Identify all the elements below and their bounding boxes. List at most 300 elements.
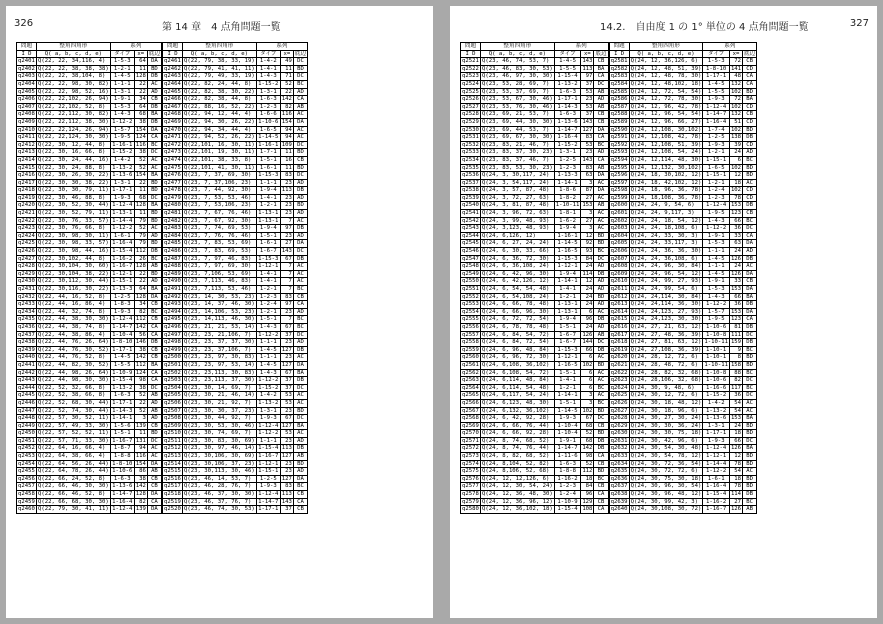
row-quadrilateral: Q(22, 22, 38, 38, 38) (38, 65, 109, 72)
table-row (17, 210, 162, 218)
row-base: CB (594, 460, 608, 468)
row-id: q2498 (164, 339, 181, 346)
row-x: 6 (729, 156, 742, 164)
table-row (461, 103, 609, 111)
row-id: q2596 (610, 172, 628, 179)
row-type: 1-12-2 (258, 430, 279, 437)
row-base: BD (594, 293, 608, 301)
row-type: 1-9-1 (554, 437, 581, 445)
row-base: AC (743, 407, 757, 415)
table-row (17, 407, 162, 415)
row-type: 1-14-7 (554, 126, 581, 134)
row-x: 143 (582, 156, 593, 163)
row-type: 1-12-4 (112, 506, 133, 513)
row-type: 1-12-1 (112, 270, 133, 277)
row-quadrilateral: Q(22, 30, 16, 66, 8) (37, 149, 111, 157)
row-base: AD (594, 286, 608, 294)
row-type: 1-10-8 (703, 331, 730, 339)
row-x: 24 (729, 149, 742, 157)
row-type: 1-4-1 (256, 278, 280, 286)
row-type: 1-13-6 (554, 118, 581, 126)
table-row (461, 134, 609, 142)
row-id: q2577 (462, 483, 479, 490)
row-base: DB (743, 134, 757, 142)
row-x: 141 (730, 65, 742, 72)
row-id: q2600 (610, 202, 628, 209)
row-quadrilateral: Q(24, 30, 18, 96, 6) (629, 407, 703, 415)
row-id: q2566 (462, 399, 479, 406)
row-base: BC (743, 217, 757, 225)
row-id: q2529 (462, 118, 479, 125)
problem-table (609, 42, 758, 514)
row-id: q2574 (462, 460, 479, 467)
row-type: 1-16-1 (112, 141, 133, 148)
row-x: 113 (281, 187, 292, 194)
row-type: 1-4-5 (256, 346, 280, 354)
row-quadrilateral: Q(24, 18,108, 36, 78) (630, 194, 702, 201)
table-row (461, 179, 609, 187)
header-base: 底辺 (148, 50, 161, 57)
row-x: 138 (730, 134, 742, 141)
table-row (163, 308, 308, 316)
row-id: q2623 (610, 377, 628, 384)
row-base: AD (293, 308, 307, 316)
row-id: q2554 (462, 308, 479, 315)
row-quadrilateral: Q(23, 7, 74, 69, 53) (183, 225, 257, 233)
row-x: 83 (280, 172, 293, 180)
row-x: 23 (280, 202, 293, 210)
table-row (461, 225, 609, 233)
row-quadrilateral: Q(23, 46, 74, 30, 53) (184, 506, 255, 513)
row-x: 67 (280, 415, 293, 423)
row-id: q2483 (164, 225, 181, 232)
table-row (609, 293, 757, 301)
row-type: 1-12-2 (703, 225, 730, 233)
row-quadrilateral: Q(22, 57, 52, 52, 11) (38, 430, 109, 437)
row-id: q2497 (164, 331, 181, 338)
row-type: 1-3-1 (110, 88, 134, 96)
table-row (163, 407, 308, 415)
table-row (163, 460, 308, 468)
row-x: 22 (134, 88, 147, 96)
row-id: q2552 (462, 293, 479, 300)
row-quadrilateral: Q(22, 82, 24, 44, 8) (183, 80, 257, 88)
row-x: 23 (280, 232, 293, 240)
row-id: q2603 (610, 225, 628, 232)
row-id: q2610 (610, 278, 628, 285)
row-type: 1-12-4 (258, 422, 279, 429)
row-quadrilateral: Q(22, 22, 98, 52, 16) (38, 88, 109, 95)
table-row (17, 506, 162, 514)
row-type: 1-13-3 (112, 286, 133, 292)
row-type: 1-12-1 (258, 460, 279, 467)
row-x: 97 (280, 225, 293, 233)
header-quadrilateral: 整角四角形 (183, 43, 257, 51)
row-quadrilateral: Q(24, 12, 36,102, 18) (482, 506, 553, 513)
row-base: BD (743, 88, 757, 96)
row-x: 36 (729, 225, 742, 233)
row-type: 1-2-1 (703, 179, 730, 187)
row-type: 1-10-6 (258, 118, 279, 125)
row-x: 153 (582, 202, 593, 209)
table-row (461, 141, 609, 149)
header-quadrilateral: 整角四角形 (629, 43, 703, 51)
row-base: CB (147, 483, 161, 491)
row-base: CA (293, 96, 307, 104)
row-type: 1-5-1 (110, 430, 134, 438)
row-id: q2632 (610, 445, 628, 452)
row-x: 24 (581, 263, 594, 271)
row-id: q2415 (18, 164, 35, 171)
row-id: q2446 (18, 399, 35, 406)
row-quadrilateral: Q(22, 79, 30, 41, 11) (38, 506, 109, 513)
header-x: x= (729, 50, 742, 58)
table-row (461, 65, 609, 73)
row-quadrilateral: Q(22, 30, 52, 30, 44) (38, 202, 109, 209)
row-type: 1-16-6 (703, 384, 730, 392)
row-type: 1-2-3 (554, 483, 581, 491)
row-quadrilateral: Q(24, 12,108, 54, 24) (630, 149, 702, 156)
row-quadrilateral: Q(22, 94, 52, 26, 22) (184, 134, 255, 141)
row-id: q2557 (462, 331, 479, 338)
table-row (17, 80, 162, 88)
header-base: 底辺 (595, 50, 607, 57)
row-type: 1-9-3 (703, 96, 730, 104)
row-id: q2434 (18, 308, 35, 315)
table-row (17, 293, 162, 301)
row-id: q2579 (462, 498, 479, 505)
row-type: 1-2-4 (256, 301, 280, 309)
row-base: CB (293, 293, 307, 301)
row-base: DC (293, 58, 307, 66)
row-x: 3 (581, 225, 594, 233)
row-quadrilateral: Q(23, 23, 21,106, 7) (183, 331, 257, 339)
table-row (461, 422, 609, 430)
row-quadrilateral: Q(23, 30, 83, 30, 69) (184, 437, 255, 444)
row-quadrilateral: Q(24, 12, 48, 78, 30) (630, 73, 702, 80)
header-problem: 問題 (461, 43, 481, 51)
right-page (450, 6, 877, 618)
row-quadrilateral: Q(22, 66, 24, 52, 8) (37, 475, 111, 483)
row-quadrilateral: Q(23, 30, 44, 92, 7) (183, 415, 257, 423)
table-row (163, 483, 308, 491)
row-type: 1-4-3 (703, 293, 730, 301)
table-row (461, 468, 609, 476)
row-id: q2588 (610, 111, 628, 118)
table-row (461, 377, 609, 385)
table-row (17, 96, 162, 104)
table-row (461, 331, 609, 339)
row-x: 33 (729, 232, 742, 240)
row-base: AD (594, 149, 608, 157)
row-quadrilateral: Q(22, 22, 34,116, 4) (37, 58, 111, 66)
row-base: CA (594, 491, 608, 499)
row-base: AB (594, 331, 608, 339)
row-type: 1-15-2 (703, 392, 730, 400)
row-base: CB (743, 278, 757, 286)
table-row (17, 369, 162, 377)
row-quadrilateral: Q(22, 22, 38,104, 8) (37, 73, 111, 81)
table-row (461, 392, 609, 400)
row-x: 123 (730, 210, 742, 217)
row-x: 67 (280, 323, 293, 331)
row-quadrilateral: Q(22, 30, 26, 30, 22) (38, 172, 109, 179)
row-type: 1-9-5 (703, 210, 730, 218)
row-id: q2445 (18, 392, 35, 399)
row-x: 116 (135, 141, 146, 148)
row-id: q2549 (462, 270, 479, 277)
row-quadrilateral: Q(24, 6,114, 48, 84) (481, 377, 555, 385)
row-base: BD (594, 232, 608, 240)
table-row (17, 422, 162, 430)
row-base: DC (147, 149, 161, 157)
table-row (461, 308, 609, 316)
row-type: 1-9-5 (703, 316, 730, 324)
row-x: 37 (581, 80, 594, 88)
row-type: 1-17-1 (112, 346, 133, 353)
table-row (609, 384, 757, 392)
row-id: q2482 (164, 217, 181, 224)
row-base: CA (594, 73, 608, 81)
table-row (17, 354, 162, 362)
row-x: 6 (581, 369, 594, 377)
row-id: q2506 (164, 399, 181, 406)
row-x: 52 (134, 156, 147, 164)
row-x: 143 (582, 118, 593, 125)
row-quadrilateral: Q(22, 22,102, 26, 94) (38, 96, 109, 103)
row-base: CD (743, 65, 757, 73)
row-id: q2591 (610, 134, 628, 141)
row-quadrilateral: Q(24, 3, 72, 27, 63) (481, 194, 555, 202)
row-base: DA (594, 172, 608, 180)
row-x: 98 (581, 453, 594, 461)
row-base: BC (594, 475, 608, 483)
table-row (163, 399, 308, 407)
row-base: DC (147, 437, 161, 445)
row-x: 22 (134, 278, 147, 286)
row-quadrilateral: Q(24, 18, 96, 36, 78) (630, 187, 702, 194)
table-row (461, 475, 609, 483)
row-type: 1-15-1 (258, 468, 279, 475)
row-x: 83 (280, 483, 293, 491)
row-id: q2598 (610, 187, 628, 194)
row-type: 1-15-4 (554, 73, 581, 81)
row-x: 33 (729, 278, 742, 286)
row-x: 22 (134, 179, 147, 187)
row-base: AD (293, 88, 307, 96)
row-id: q2580 (462, 506, 479, 513)
row-id: q2595 (610, 164, 628, 171)
row-id: q2418 (18, 187, 35, 194)
row-id: q2436 (18, 323, 35, 330)
table-row (609, 194, 757, 202)
row-id: q2609 (610, 270, 628, 277)
row-quadrilateral: Q(23, 7, 97, 69, 30) (183, 263, 257, 271)
row-x: 52 (134, 164, 147, 172)
row-base: BD (743, 172, 757, 180)
row-id: q2477 (164, 179, 181, 186)
row-type: 1-4-3 (110, 111, 134, 119)
row-x: 153 (730, 308, 742, 315)
row-x: 36 (729, 392, 742, 400)
row-base: AB (147, 392, 161, 400)
row-type: 1-16-4 (703, 483, 730, 491)
table-row (17, 498, 162, 506)
table-row (461, 240, 609, 248)
row-base: AC (293, 270, 307, 278)
row-x: 124 (135, 134, 146, 141)
table-row (609, 453, 757, 461)
row-type: 1-16-5 (554, 248, 581, 256)
row-quadrilateral: Q(23, 30,106, 37, 23) (184, 460, 255, 467)
header-series: 系列 (554, 43, 608, 51)
row-id: q2508 (164, 415, 181, 422)
row-quadrilateral: Q(22, 44, 38, 74, 8) (37, 323, 111, 331)
row-type: 1-16-7 (258, 453, 279, 460)
row-quadrilateral: Q(22,101, 16, 30, 11) (184, 141, 255, 148)
row-x: 12 (729, 172, 742, 180)
table-row (163, 354, 308, 362)
row-quadrilateral: Q(24, 12,108, 30,102) (630, 126, 702, 133)
row-quadrilateral: Q(24, 12, 72, 54, 54) (630, 88, 702, 95)
row-id: q2556 (462, 323, 479, 330)
table-row (461, 384, 609, 392)
row-id: q2458 (18, 491, 35, 498)
row-id: q2500 (164, 354, 181, 361)
header-quadrilateral: 整角四角形 (481, 43, 555, 51)
table-row (17, 202, 162, 210)
row-base: CD (743, 194, 757, 202)
row-base: DB (594, 445, 608, 453)
row-x: 23 (280, 437, 293, 445)
row-id: q2499 (164, 346, 181, 353)
row-quadrilateral: Q(24, 6, 84, 72, 54) (481, 339, 555, 347)
row-x: 143 (281, 248, 292, 255)
row-type: 1-8-10 (112, 460, 133, 467)
row-base: CA (594, 156, 608, 164)
row-base: DC (293, 141, 307, 149)
row-quadrilateral: Q(22, 44, 82, 30, 52) (38, 361, 109, 368)
table-row (461, 172, 609, 180)
row-type: 1-12-2 (703, 468, 730, 476)
table-row (163, 118, 308, 126)
row-base: CB (147, 301, 161, 309)
row-type: 1-15-4 (258, 445, 279, 452)
row-type: 1-9-3 (256, 415, 280, 423)
row-base: BD (743, 460, 757, 468)
row-base: BC (743, 156, 757, 164)
row-x: 53 (280, 430, 293, 438)
row-quadrilateral: Q(23, 14, 30, 53, 23) (184, 293, 255, 300)
row-id: q2449 (18, 422, 35, 429)
table-row (461, 407, 609, 415)
row-quadrilateral: Q(22, 44, 16, 52, 8) (37, 293, 111, 301)
row-id: q2542 (462, 217, 479, 224)
table-row (609, 331, 757, 339)
row-x: 68 (581, 422, 594, 430)
row-type: 1-5-1 (554, 399, 581, 407)
row-type: 1-4-1 (256, 65, 280, 73)
row-x: 127 (281, 361, 292, 368)
row-id: q2471 (164, 134, 181, 141)
table-row (461, 217, 609, 225)
table-row (461, 460, 609, 468)
row-x: 23 (280, 354, 293, 362)
row-quadrilateral: Q(22, 64, 16, 66, 4) (37, 445, 111, 453)
row-quadrilateral: Q(23, 23, 97, 53, 14) (184, 361, 255, 368)
row-type: 1-3-1 (110, 179, 134, 187)
row-x: 159 (730, 339, 742, 346)
row-id: q2562 (462, 369, 479, 376)
row-quadrilateral: Q(24, 3, 96, 72, 63) (481, 210, 555, 218)
row-base: CB (293, 506, 307, 514)
row-base: AC (147, 225, 161, 233)
row-quadrilateral: Q(24, 6, 36, 72, 30) (481, 255, 555, 263)
row-quadrilateral: Q(23, 14,106, 53, 23) (184, 308, 255, 315)
row-base: DC (293, 73, 307, 81)
row-quadrilateral: Q(24, 12,132, 30,102) (630, 164, 702, 171)
row-id: q2424 (18, 232, 35, 239)
row-x: 87 (581, 187, 594, 195)
row-type: 1-9-3 (110, 194, 134, 202)
row-id: q2504 (164, 384, 181, 391)
row-type: 1-14-3 (112, 407, 133, 414)
row-x: 23 (280, 460, 293, 468)
row-type: 1-15-3 (258, 172, 279, 179)
row-quadrilateral: Q(24, 3, 81, 87, 48) (481, 202, 555, 210)
row-id: q2637 (610, 483, 628, 490)
row-id: q2563 (462, 377, 479, 384)
table-row (163, 88, 308, 96)
row-base: CA (743, 73, 757, 81)
row-base: AD (594, 96, 608, 104)
row-x: 48 (729, 73, 742, 81)
row-quadrilateral: Q(23, 53, 76, 30, 46) (482, 103, 553, 110)
row-quadrilateral: Q(22, 22,112, 30, 82) (38, 111, 109, 118)
row-quadrilateral: Q(24, 6, 78, 78, 48) (481, 323, 555, 331)
row-id: q2455 (18, 468, 35, 475)
row-base: BA (293, 422, 307, 430)
table-row (163, 301, 308, 309)
row-id: q2494 (164, 308, 181, 315)
row-quadrilateral: Q(24, 24, 9, 54, 6) (629, 202, 703, 210)
table-row (461, 483, 609, 491)
row-x: 37 (280, 506, 293, 514)
row-id: q2408 (18, 111, 35, 118)
table-row (609, 369, 757, 377)
row-x: 53 (581, 103, 594, 111)
row-type: 1-6-1 (110, 232, 134, 240)
row-x: 108 (582, 506, 593, 513)
row-x: 72 (729, 58, 742, 66)
row-quadrilateral: Q(24, 6, 42,126, 12) (481, 278, 555, 286)
table-row (609, 164, 757, 172)
row-type: 1-5-7 (110, 126, 134, 134)
table-row (461, 73, 609, 81)
row-type: 1-14-1 (112, 415, 133, 422)
row-quadrilateral: Q(22, 22,124, 30, 30) (38, 134, 109, 141)
row-base: AB (594, 88, 608, 96)
row-quadrilateral: Q(23, 7, 53,106, 23) (183, 202, 257, 210)
row-type: 1-14-4 (112, 217, 133, 224)
row-base: DA (147, 126, 161, 134)
row-id: q2463 (164, 73, 181, 80)
row-x: 112 (135, 248, 146, 255)
row-quadrilateral: Q(24, 30, 96, 30, 54) (630, 483, 702, 490)
row-type: 1-4-2 (256, 58, 280, 66)
row-id: q2465 (164, 88, 181, 95)
row-quadrilateral: Q(24, 6, 42, 96, 30) (481, 270, 555, 278)
